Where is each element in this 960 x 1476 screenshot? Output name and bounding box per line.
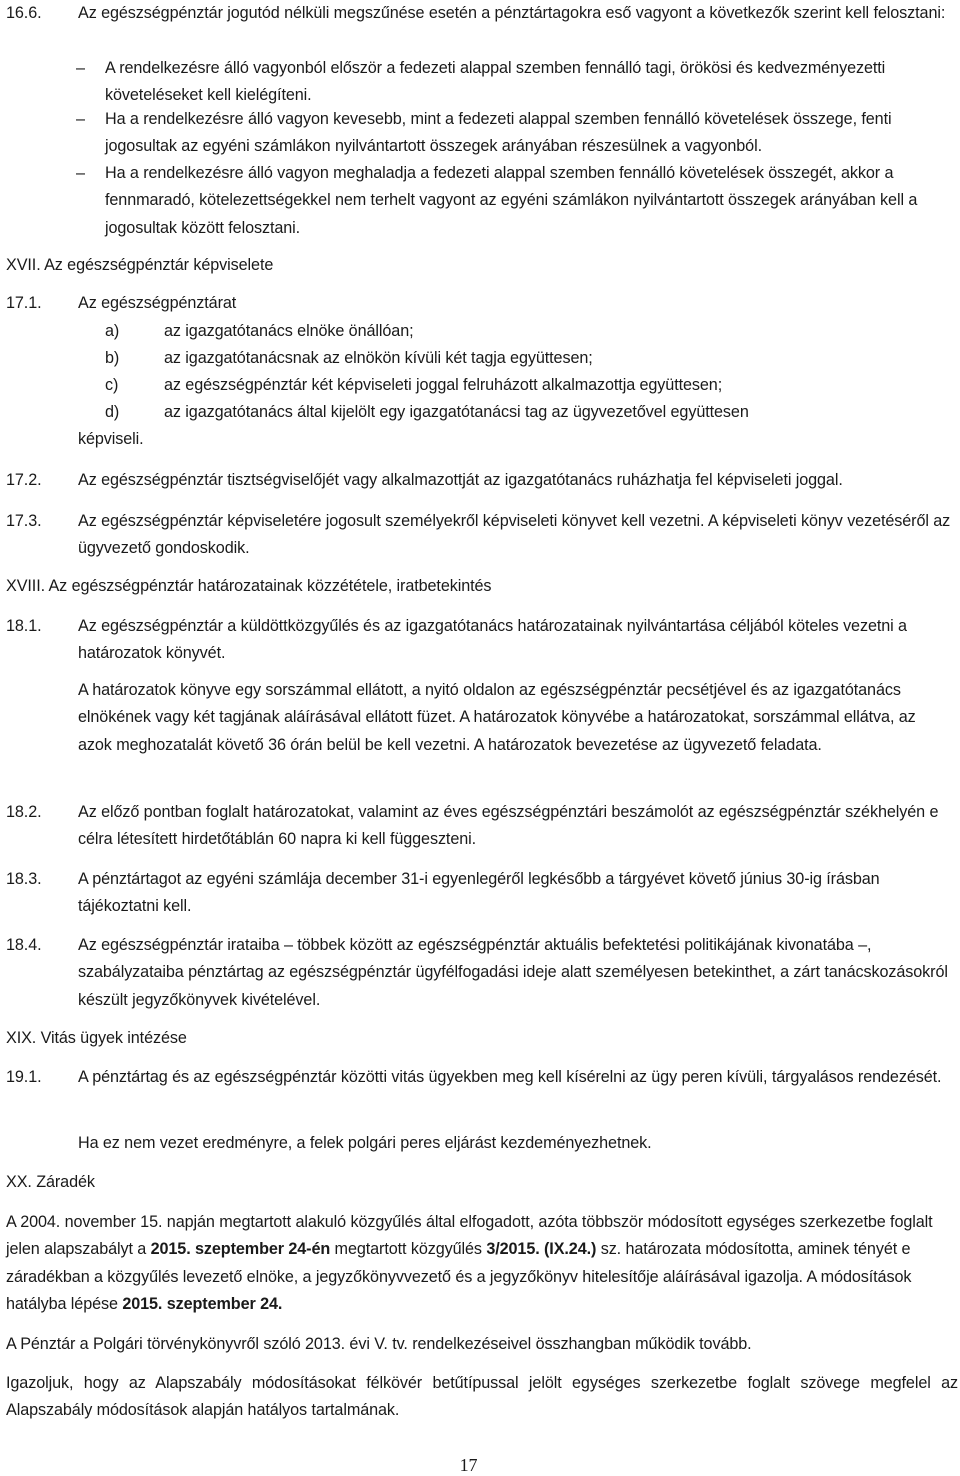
section-text: Az egészségpénztár képviseletére jogosult személyekről képviseleti könyvet kell vezetni. A képviseleti könyv vezetéséről az ügyvezető gondoskodik. — [78, 512, 951, 558]
item-letter: d) — [105, 403, 120, 421]
section-number: 19.1. — [6, 1068, 42, 1086]
section-paragraph: Ha ez nem vezet eredményre, a felek polgári peres eljárást kezdeményezhetnek. — [78, 1134, 652, 1152]
section-text: Az előző pontban foglalt határozatokat, valamint az éves egészségpénztári beszámolót az egészségpénztár székhelyén e célra létesített hirdetőtáblán 60 napra ki kell függeszteni. — [78, 803, 939, 849]
section-number: 18.2. — [6, 803, 42, 821]
closing-text: A 2004. november 15. napján megtartott alakuló közgyűlés által elfogadott, azóta többször módosított egységes szerkezetbe foglalt jelen alapszabályt a — [6, 1213, 933, 1259]
section-number: 17.2. — [6, 471, 42, 489]
section-number: 18.4. — [6, 936, 42, 954]
item-text: az egészségpénztár két képviseleti joggal felruházott alkalmazottja együttesen; — [164, 376, 723, 394]
item-letter: c) — [105, 376, 119, 394]
section-number: 17.1. — [6, 294, 42, 312]
section-number: 18.3. — [6, 870, 42, 888]
section-paragraph: A határozatok könyve egy sorszámmal ellátott, a nyitó oldalon az egészségpénztár pecsétjével és az igazgatótanács elnökének vagy két tagjának aláírásával ellátott füzet. A határozatok könyvébe a határozatokat, sorszámmal ellátva, az azok meghozatalát követő 36 órán belül be kell vezetni. A határozatok bevezetése az ügyvezető feladata. — [78, 681, 916, 754]
dash-bullet: – — [76, 164, 85, 182]
closing-text: megtartott közgyűlés — [330, 1240, 487, 1259]
closing-paragraph — [6, 1209, 958, 1319]
item-text: az igazgatótanácsnak az elnökön kívüli két tagja együttesen; — [164, 349, 593, 367]
list-item-text: Ha a rendelkezésre álló vagyon meghaladja a fedezeti alappal szemben fennálló követelések összegét, akkor a fennmaradó, kötelezettségekkel nem terhelt vagyont az egyéni számlákon nyilvántartott összegek arányában kell a jogosultak között felosztani. — [105, 164, 918, 237]
section-text: Az egészségpénztár a küldöttközgyűlés és az igazgatótanács határozatainak nyilvántartása céljából köteles vezetni a határozatok könyvét. — [78, 617, 907, 663]
section-number: 18.1. — [6, 617, 42, 635]
list-item — [0, 106, 960, 166]
page-number: 17 — [459, 1455, 478, 1475]
bold-effective-date: 2015. szeptember 24. — [122, 1295, 283, 1314]
dash-bullet: – — [76, 59, 85, 77]
item-text: az igazgatótanács elnöke önállóan; — [164, 322, 414, 340]
list-item — [0, 160, 960, 250]
section-text: A pénztártagot az egyéni számlája december 31-i egyenlegéről legkésőbb a tárgyévet követő június 30-ig írásban tájékoztatni kell. — [78, 870, 880, 916]
closing-paragraph: A Pénztár a Polgári törvénykönyvről szóló 2013. évi V. tv. rendelkezéseivel összhangban működik tovább. — [6, 1335, 752, 1353]
section-text: A pénztártag és az egészségpénztár közötti vitás ügyekben meg kell kísérelni az ügy peren kívüli, tárgyalásos rendezését. — [78, 1068, 942, 1086]
bold-date: 2015. szeptember 24-én — [150, 1240, 331, 1259]
section-number: 17.3. — [6, 512, 42, 530]
section-text: Az egészségpénztár tisztségviselőjét vagy alkalmazottját az igazgatótanács ruházhatja fel képviseleti joggal. — [78, 471, 843, 489]
section-text: Az egészségpénztár jogutód nélküli megszűnése esetén a pénztártagokra eső vagyont a következők szerint kell felosztani: — [78, 4, 946, 22]
closing-paragraph: Igazoljuk, hogy az Alapszabály módosításokat félkövér betűtípussal jelölt egységes szerkezetbe foglalt szövege megfelel az Alapszabály módosítások alapján hatályos tartalmának. — [6, 1374, 958, 1420]
item-letter: b) — [105, 349, 120, 367]
dash-bullet: – — [76, 110, 85, 128]
section-text: Az egészségpénztárat — [78, 294, 237, 312]
closing-text: sz. határozata módosította, aminek tényét e záradékban a közgyűlés levezető elnöke, a jegyzőkönyvvezető és a jegyzőkönyv hitelesítője aláírásával igazolja. A módosítások hatályba lépése — [6, 1240, 912, 1314]
list-item-text: A rendelkezésre álló vagyonból először a fedezeti alappal szemben fennálló tagi, örökösi és kedvezményezetti követeléseket kell kielégíteni. — [105, 59, 886, 105]
section-number: 16.6. — [6, 4, 42, 22]
section-tail: képviseli. — [78, 430, 144, 448]
list-item-text: Ha a rendelkezésre álló vagyon kevesebb, mint a fedezeti alappal szemben fennálló követelések összege, fenti jogosultak az egyéni számlákon nyilvántartott összegek arányában részesülnek a vagyonból. — [105, 110, 892, 156]
document-page: 16.6. Az egészségpénztár jogutód nélküli megszűnése esetén a pénztártagokra eső vagyont a következők szerint kell felosztani: – A rendelkezésre álló vagyonból először a fedezeti alappal szemben fennálló tagi, örökösi és kedvezményezetti követeléseket kell kielégíteni. – Ha a rendelkezésre álló vagyon kevesebb, mint a fedezeti alappal szemben fennálló követelések összege, fenti jogosultak az egyéni számlákon nyilvántartott összegek arányában részesülnek a vagyonból. – Ha a rendelkezésre álló vagyon meghaladja a fedezeti alappal szemben fennálló követelések összegét, akkor a fennmaradó, kötelezettségekkel nem terhelt vagyont az egyéni számlákon nyilvántartott összegek arányában kell a jogosultak között felosztani. XVII. Az egészségpénztár képviselete 17.1. Az egészségpénztárat a) az igazgatótanács elnöke önállóan; b) az igazgatótanácsnak az elnökön kívüli két tagja együttesen; c) az egészségpénztár két képviseleti joggal felruházott alkalmazottja együttesen; d) az igazgatótanács által kijelölt egy igazgatótanácsi tag az ügyvezetővel együttesen képviseli. 17.2. Az egészségpénztár tisztségviselőjét vagy alkalmazottját az igazgatótanács ruházhatja fel képviseleti joggal. 17.3. Az egészségpénztár képviseletére jogosult személyekről képviseleti könyvet kell vezetni. A képviseleti könyv vezetéséről az ügyvezető gondoskodik. XVIII. Az egészségpénztár határozatainak közzététele, iratbetekintés 18.1. Az egészségpénztár a küldöttközgyűlés és az igazgatótanács határozatainak nyilvántartása céljából köteles vezetni a határozatok könyvét. A határozatok könyve egy sorszámmal ellátott, a nyitó oldalon az egészségpénztár pecsétjével és az igazgatótanács elnökének vagy két tagjának aláírásával ellátott füzet. A határozatok könyvébe a határozatokat, sorszámmal ellátva, az azok meghozatalát követő 36 órán belül be kell vezetni. A határozatok bevezetése az ügyvezető feladata. 18.2. Az előző pontban foglalt határozatokat, valamint az éves egészségpénztári beszámolót az egészségpénztár székhelyén e célra létesített hirdetőtáblán 60 napra ki kell függeszteni. 18.3. A pénztártagot az egyéni számlája december 31-i egyenlegéről legkésőbb a tárgyévet követő június 30-ig írásban tájékoztatni kell. 18.4. Az egészségpénztár irataiba – többek között az egészségpénztár aktuális befektetési politikájának kivonatába –, szabályzataiba pénztártag az egészségpénztár ügyfélfogadási ideje alatt személyesen betekinthet, a zárt tanácskozásokról készült jegyzőkönyvek kivételével. XIX. Vitás ügyek intézése 19.1. A pénztártag és az egészségpénztár közötti vitás ügyekben meg kell kísérelni az ügy peren kívüli, tárgyalásos rendezését. Ha ez nem vezet eredményre, a felek polgári peres eljárást kezdeményezhetnek. XX. Záradék A 2004. november 15. napján megtartott alakuló közgyűlés által elfogadott, azóta többször módosított egységes szerkezetbe foglalt jelen alapszabályt a 2015. szeptember 24-én megtartott közgyűlés 3/2015. (IX.24.) sz. határozata módosította, aminek tényét e záradékban a közgyűlés levezető elnöke, a jegyzőkönyvvezető és a jegyzőkönyv hitelesítője aláírásával igazolja. A módosítások hatályba lépése 2015. szeptember 24. A Pénztár a Polgári törvénykönyvről szóló 2013. évi V. tv. rendelkezéseivel összhangban működik tovább. Igazoljuk, hogy az Alapszabály módosításokat félkövér betűtípussal jelölt egységes szerkezetbe foglalt szövege megfelel az Alapszabály módosítások alapján hatályos tartalmának. 17 — [0, 0, 960, 1475]
bold-resolution-number: 3/2015. (IX.24.) — [486, 1240, 597, 1259]
item-letter: a) — [105, 322, 120, 340]
item-text: az igazgatótanács által kijelölt egy igazgatótanácsi tag az ügyvezetővel együttesen — [164, 403, 749, 421]
section-text: Az egészségpénztár irataiba – többek között az egészségpénztár aktuális befektetési politikájának kivonatába –, szabályzataiba pénztártag az egészségpénztár ügyfélfogadási ideje alatt személyesen betekinthet, a zárt tanácskozásokról készült jegyzőkönyvek kivételével. — [78, 936, 948, 1009]
